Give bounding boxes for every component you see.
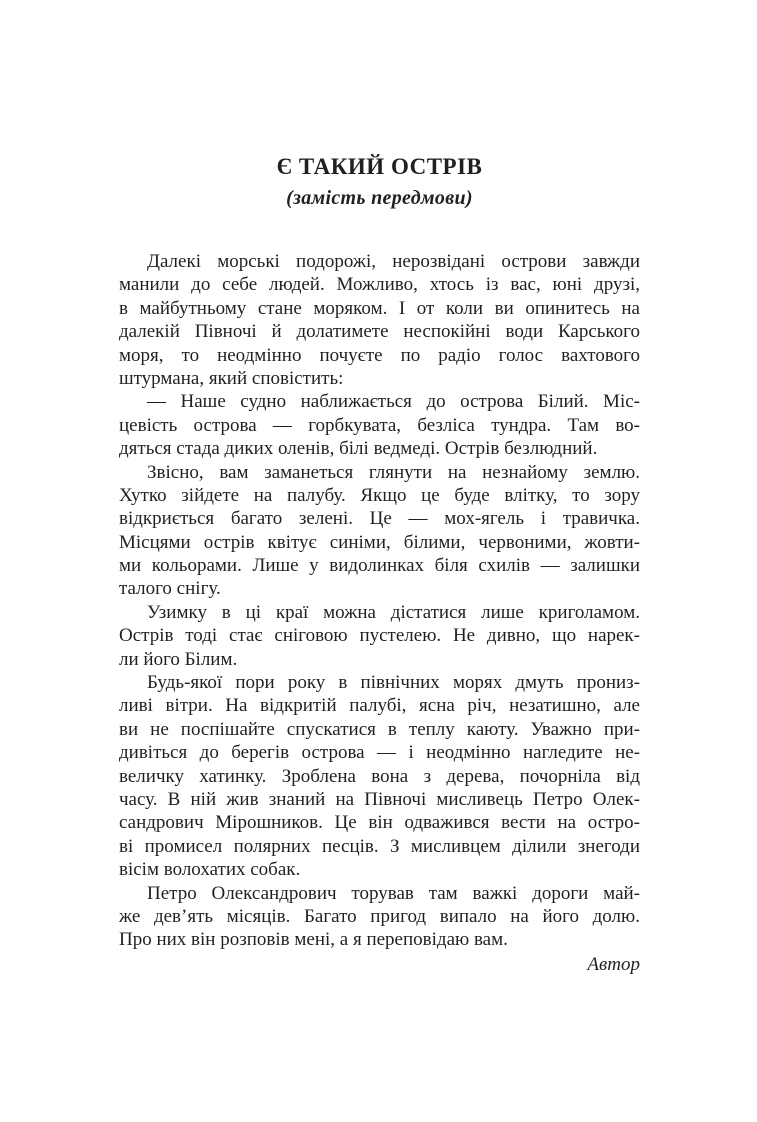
body-text — [119, 250, 640, 952]
text-line: дяться стада диких оленів, білі ведмеді. Острів безлюдний. — [119, 438, 598, 460]
text-line: талого снігу. — [119, 578, 221, 600]
chapter-subtitle: (замість передмови) — [286, 187, 473, 209]
text-line: цевість острова — горбкувата, безліса тундра. Там во- — [119, 414, 640, 436]
text-line: часу. В ній жив знаний на Півночі мисливець Петро Олек- — [119, 788, 640, 810]
text-line: Петро Олександрович торував там важкі дороги май- — [147, 882, 640, 904]
text-line: дивіться до берегів острова — і неодмінно нагледите не- — [119, 742, 640, 764]
text-line: ливі вітри. На відкритій палубі, ясна річ, незатишно, але — [119, 695, 640, 717]
text-line: Хутко зійдете на палубу. Якщо це буде влітку, то зору — [119, 484, 640, 506]
text-line: Узимку в ці краї можна дістатися лише криголамом. — [147, 601, 640, 623]
text-line: Далекі морські подорожі, нерозвідані острови завжди — [147, 251, 640, 272]
author-signature: Автор — [587, 953, 640, 975]
document-page — [119, 152, 640, 976]
text-line: манили до себе людей. Можливо, хтось із вас, юні друзі, — [119, 274, 640, 296]
text-line: ми кольорами. Лише у видолинках біля схилів — залишки — [119, 555, 640, 577]
text-line: — Наше судно наближається до острова Білий. Міс- — [147, 391, 640, 413]
text-line: сандрович Мірошников. Це він одважився вести на остро- — [119, 812, 640, 834]
text-line: же дев’ять місяців. Багато пригод випало на його долю. — [119, 905, 640, 927]
text-line: Місцями острів квітує синіми, білими, червоними, жовти- — [119, 531, 640, 553]
text-line: в майбутньому стане моряком. І от коли ви опинитесь на — [119, 297, 640, 319]
text-line: Будь-якої пори року в північних морях дмуть прониз- — [147, 672, 640, 694]
text-line: ви не поспішайте спускатися в теплу каюту. Уважно при- — [119, 718, 640, 740]
text-line: штурмана, який сповістить: — [119, 367, 344, 389]
text-line: ли його Білим. — [119, 648, 238, 670]
text-line: моря, то неодмінно почуєте по радіо голос вахтового — [119, 344, 640, 366]
text-line: Про них він розповів мені, а я переповідаю вам. — [119, 929, 508, 951]
text-line: Острів тоді стає сніговою пустелею. Не дивно, що нарек- — [119, 625, 640, 647]
text-line: відкриється багато зелені. Це — мох-ягель і травичка. — [119, 508, 640, 530]
text-line: Звісно, вам заманеться глянути на незнайому землю. — [147, 461, 640, 483]
text-line: ві промисел полярних песців. З мисливцем ділили знегоди — [119, 835, 640, 857]
text-line: далекій Півночі й долатимете неспокійні води Карського — [119, 321, 640, 343]
text-line: величку хатинку. Зроблена вона з дерева, почорніла від — [119, 765, 640, 787]
text-line: вісім волохатих собак. — [119, 859, 301, 881]
chapter-title: Є ТАКИЙ ОСТРІВ — [276, 154, 483, 179]
